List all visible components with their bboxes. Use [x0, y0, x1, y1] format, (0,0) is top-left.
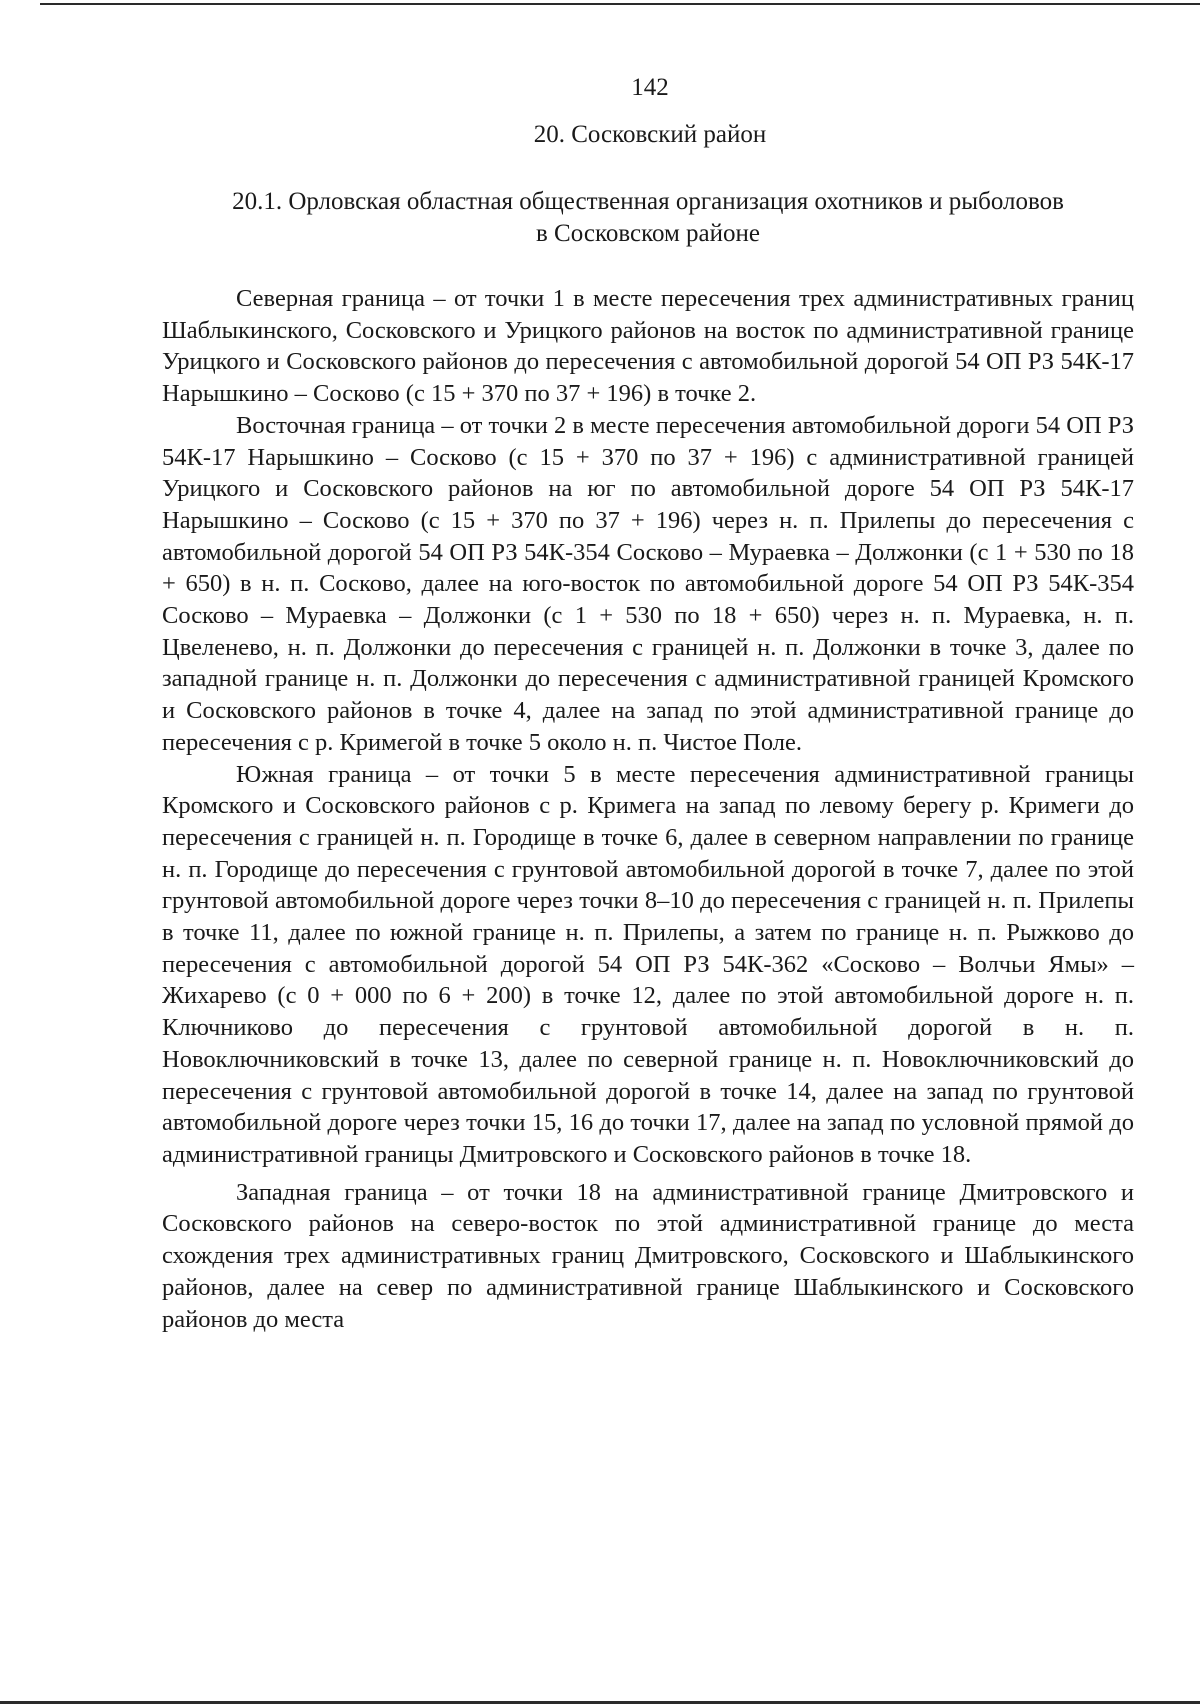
paragraph-eastern-boundary: Восточная граница – от точки 2 в месте пересечения автомобильной дороги 54 ОП РЗ 54К-17 Нарышкино – Сосково (с 15 + 370 по 37 + 196) с административной границей Урицкого и Сосковского районов на юг по автомобильной дороге 54 ОП РЗ 54К-17 Нарышкино – Сосково (с 15 + 370 по 37 + 196) через н. п. Прилепы до пересечения с автомобильной дорогой 54 ОП РЗ 54К-354 Сосково – Мураевка – Должонки (с 1 + 530 по 18 + 650) в н. п. Сосково, далее на юго-восток по автомобильной дороге 54 ОП РЗ 54К-354 Сосково – Мураевка – Должонки (с 1 + 530 по 18 + 650) через н. п. Мураевка, н. п. Цвеленево, н. п. Должонки до пересечения с границей н. п. Должонки в точке 3, далее по западной границе н. п. Должонки до пересечения с административной границей Кромского и Сосковского районов в точке 4, далее на запад по этой административной границе до пересечения с р. Кримегой в точке 5 около н. п. Чистое Поле. — [162, 411, 1134, 756]
subsection-title — [162, 186, 1134, 250]
scan-edge-top — [40, 3, 1200, 5]
page-number: 142 — [631, 74, 669, 101]
paragraph-western-boundary: Западная граница – от точки 18 на административной границе Дмитровского и Сосковского районов на северо-восток по этой административной границе до места схождения трех административных границ Дмитровского, Сосковского и Шаблыкинского районов, далее на север по административной границе Шаблыкинского и Сосковского районов до места — [162, 1178, 1134, 1333]
paragraph-northern-boundary: Северная граница – от точки 1 в месте пересечения трех административных границ Шаблыкинского, Сосковского и Урицкого районов на восток по административной границе Урицкого и Сосковского районов до пересечения с автомобильной дорогой 54 ОП РЗ 54К-17 Нарышкино – Сосково (с 15 + 370 по 37 + 196) в точке 2. — [162, 285, 1134, 408]
scan-edge-bottom — [0, 1701, 1200, 1704]
section-title: 20. Сосковский район — [533, 121, 767, 148]
paragraph-southern-boundary: Южная граница – от точки 5 в месте пересечения административной границы Кромского и Сосковского районов с р. Кримега на запад по левому берегу р. Кримеги до пересечения с границей н. п. Городище в точке 6, далее в северном направлении по границе н. п. Городище до пересечения с грунтовой автомобильной дорогой в точке 7, далее по этой грунтовой автомобильной дороге через точки 8–10 до пересечения с границей н. п. Прилепы в точке 11, далее по южной границе н. п. Прилепы, а затем по границе н. п. Рыжково до пересечения с автомобильной дорогой 54 ОП РЗ 54К-362 «Сосково – Волчьи Ямы» – Жихарево (с 0 + 000 по 6 + 200) в точке 12, далее по этой автомобильной дороге н. п. Ключниково до пересечения с грунтовой автомобильной дорогой в н. п. Новоключниковский в точке 13, далее по северной границе н. п. Новоключниковский до пересечения с грунтовой автомобильной дорогой в точке 14, далее на запад по грунтовой автомобильной дороге через точки 15, 16 до точки 17, далее на запад по условной прямой до административной границы Дмитровского и Сосковского районов в точке 18. — [162, 760, 1134, 1168]
subsection-title-line-2: в Сосковском районе — [536, 220, 760, 247]
document-body — [162, 283, 1134, 1335]
subsection-title-line-1: 20.1. Орловская областная общественная организация охотников и рыболовов — [232, 188, 1064, 215]
